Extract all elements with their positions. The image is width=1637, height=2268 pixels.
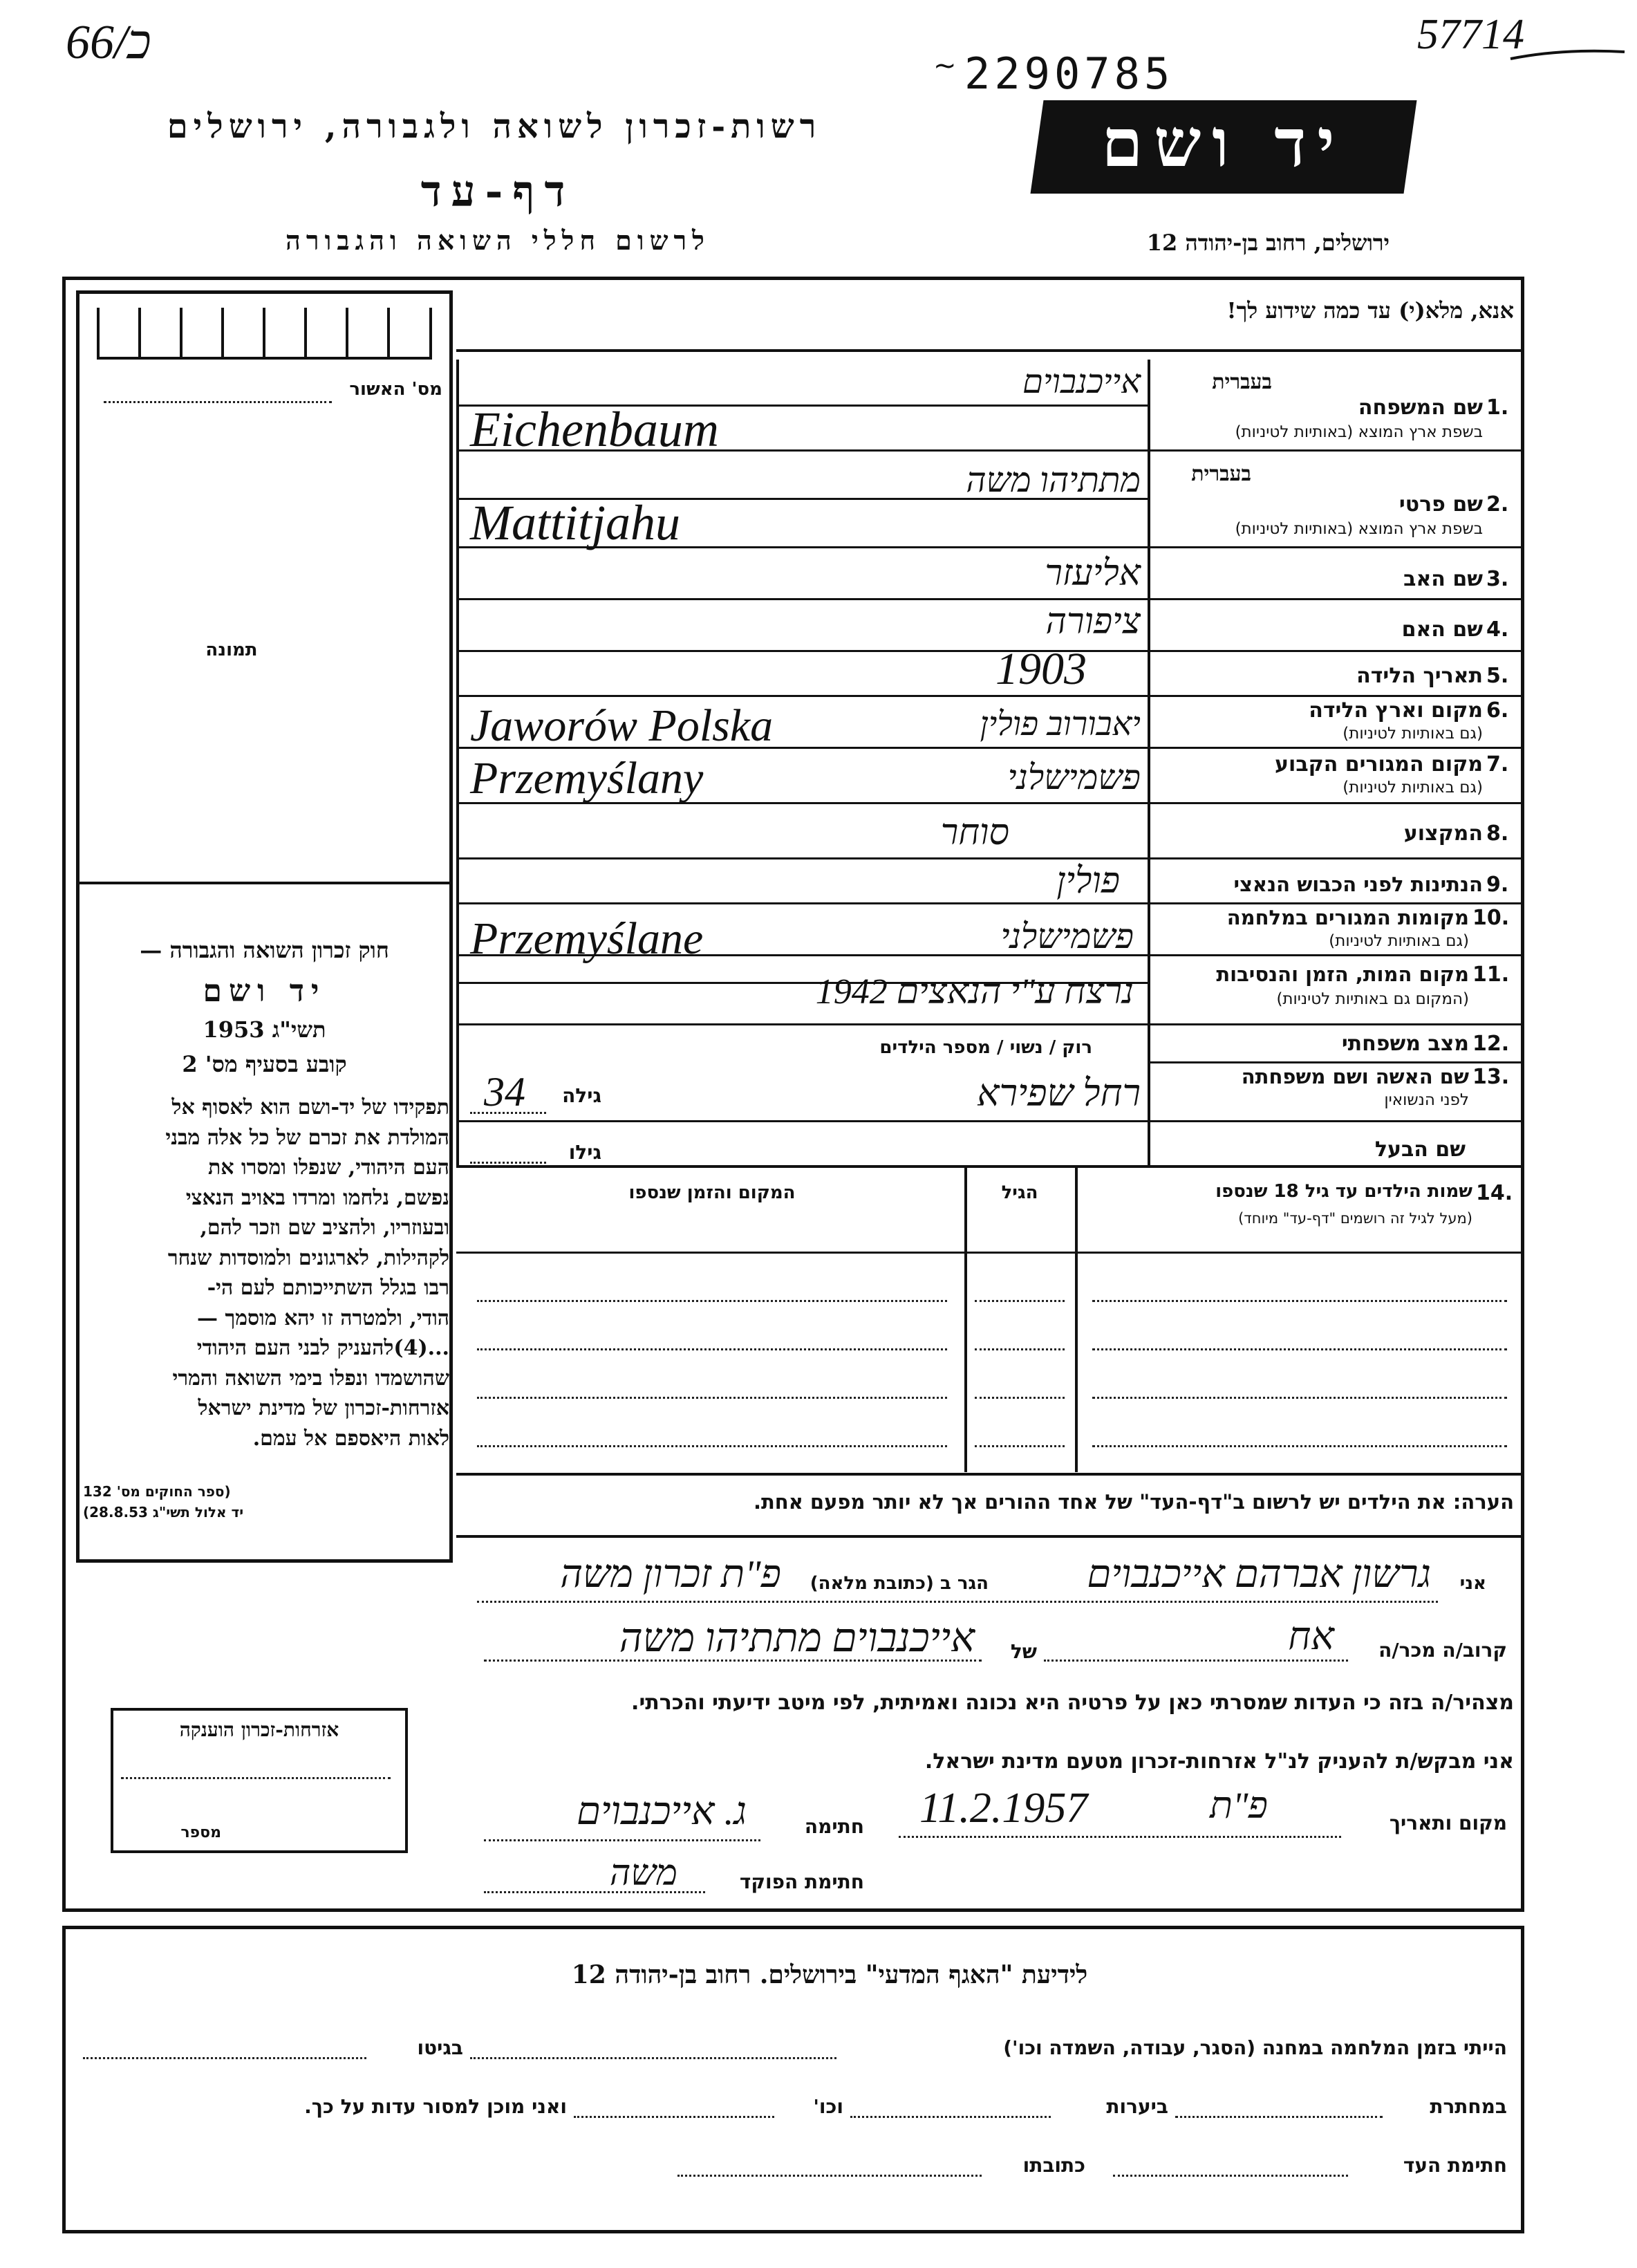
field-number: 1. — [1486, 396, 1509, 420]
field-number: 13. — [1472, 1065, 1510, 1089]
children-col-place: המקום והזמן שנספו — [628, 1182, 796, 1203]
children-row-line — [1092, 1445, 1507, 1447]
value-line — [456, 1120, 1148, 1122]
in-hebrew-label-1: בעברית — [1212, 370, 1272, 394]
date-value: 11.2.1957 — [919, 1785, 1088, 1832]
relation-label: קרוב/ה מכר/ה — [1378, 1639, 1507, 1662]
field-sublabel: (המקום גם באותיות לטיניות) — [1276, 990, 1469, 1008]
approval-number-label: מס' האשור — [349, 379, 442, 400]
children-row-line — [477, 1300, 947, 1302]
field-label-profession: המקצוע — [1403, 821, 1483, 846]
in-hebrew-label-2: בעברית — [1191, 462, 1251, 486]
value-line — [456, 857, 1148, 859]
bottom-testimony-text: ואני מוכן למסור עדות על כך. — [304, 2095, 567, 2118]
children-col-names: שמות הילדים עד גיל 18 שנספו — [1215, 1181, 1472, 1202]
logo-text: יד ושם — [1101, 104, 1346, 182]
wife-age-line — [470, 1112, 546, 1114]
value-first-name-hebrew: מתתיהו משה — [966, 461, 1141, 499]
bottom-underground-label: במחתרת — [1430, 2095, 1507, 2118]
declarant-name: גרשון אברהם אייכנבוים — [1087, 1553, 1431, 1596]
top-right-pen-stroke — [1507, 21, 1631, 76]
field-label-residence: מקום המגורים הקבוע — [1275, 752, 1483, 777]
row-divider — [1148, 1061, 1524, 1063]
value-death-place: נרצח ע"י הנאצים 1942 — [815, 972, 1134, 1012]
law-line: ובעוזריו, ולהציב שם וזכר להם, — [200, 1216, 449, 1240]
photo-label: תמונה — [205, 640, 258, 660]
serial-dash: ~ — [933, 50, 957, 82]
value-birth-place-latin: Jaworów Polska — [470, 700, 774, 751]
bottom-forests-label: ביערות — [1106, 2095, 1168, 2118]
law-line: רבו בגלל השתייכותם לעם הי- — [207, 1276, 449, 1300]
form-intro: אנא, מלא(י) עד כמה שידוע לך! — [1226, 297, 1514, 324]
top-left-archive-mark: 66/כ — [66, 16, 151, 69]
field-label-marital-status: מצב משפחתי — [1341, 1032, 1469, 1056]
field-number: 7. — [1486, 752, 1509, 777]
children-row-line — [975, 1348, 1065, 1350]
field-label-mother: שם האם — [1401, 617, 1483, 642]
field-sublabel: (גם באותיות לטיניות) — [1343, 779, 1483, 797]
value-wartime-residence-latin: Przemyślane — [470, 913, 704, 964]
form-title: דף-עד — [420, 166, 575, 216]
law-line: תפקידו של יד-ושם הוא לאסוף אל — [171, 1095, 449, 1119]
row-divider — [1148, 449, 1524, 452]
declarant-i-label: אני — [1459, 1573, 1486, 1594]
children-col-divider-2 — [964, 1168, 967, 1472]
row-divider — [1148, 747, 1524, 749]
children-field-number: 14. — [1476, 1181, 1513, 1205]
value-line — [456, 598, 1148, 600]
bottom-forests-line — [850, 2116, 1051, 2118]
declarant-address: פ"ת זכרון משה — [560, 1553, 781, 1596]
value-birth-date: 1903 — [995, 644, 1087, 694]
row-divider — [1148, 902, 1524, 904]
field-label-death-place: מקום המות, הזמן והנסיבות — [1216, 963, 1469, 986]
row-divider — [1148, 546, 1524, 548]
children-note: הערה: את הילדים יש לרשום ב"דף-העד" של אחד ההורים אך לא יותר מפעם אחת. — [753, 1490, 1514, 1514]
field-label-wife: שם האשה ושם משפחתה — [1241, 1065, 1469, 1088]
law-name: יד ושם — [203, 974, 326, 1009]
field-sublabel: בשפת ארץ המוצא (באותיות לטיניות) — [1235, 423, 1483, 441]
signature: ג. אייכנבוים — [577, 1790, 747, 1833]
value-first-name-latin: Mattitjahu — [470, 495, 680, 550]
value-profession: סוחר — [940, 813, 1009, 853]
children-row-line — [1092, 1397, 1507, 1399]
row-divider — [1148, 650, 1524, 652]
children-table-top — [456, 1165, 1524, 1168]
row-divider — [1148, 802, 1524, 804]
approval-number-line — [104, 401, 332, 403]
row-divider — [1148, 954, 1524, 956]
law-reference-1: (ספר החוקים מס' 132 — [83, 1483, 231, 1500]
row-divider — [1148, 598, 1524, 600]
place-date-label: מקום ותאריך — [1389, 1812, 1507, 1834]
field-sublabel: (גם באותיות לטיניות) — [1329, 932, 1469, 950]
value-surname-latin: Eichenbaum — [470, 402, 719, 457]
field-label-surname: שם המשפחה — [1358, 396, 1483, 420]
row-divider — [1148, 857, 1524, 859]
bottom-camp-line — [470, 2057, 836, 2059]
field-number: 4. — [1486, 617, 1509, 642]
value-wife-name: רחל שפירא — [977, 1072, 1141, 1114]
field-label-birth-date: תאריך הלידה — [1356, 664, 1483, 688]
signature-line — [484, 1839, 760, 1841]
children-row-line — [477, 1348, 947, 1350]
signature-label: חתימה — [804, 1815, 864, 1838]
row-divider — [1148, 1120, 1524, 1122]
bottom-underground-line — [1175, 2116, 1383, 2118]
value-column-left-border — [456, 360, 459, 1165]
children-row-line — [975, 1445, 1065, 1447]
value-mother: ציפורה — [1045, 602, 1141, 642]
citizenship-box-title: אזרחות-זכרון הוענקה — [179, 1718, 339, 1741]
wife-age-label: גילה — [562, 1084, 601, 1107]
approval-number-boxes — [97, 308, 432, 360]
law-line: אזרחות-זכרון של מדינת ישראל — [198, 1396, 449, 1420]
bottom-address-line — [677, 2175, 982, 2177]
field-number: 9. — [1486, 873, 1509, 897]
authority-name: רשות-זכרון לשואה ולגבורה, ירושלים — [167, 107, 822, 146]
intro-line — [456, 349, 1524, 352]
field-sublabel: (גם באותיות לטיניות) — [1343, 725, 1483, 743]
field-number: 12. — [1472, 1032, 1510, 1056]
field-sublabel: בשפת ארץ המוצא (באותיות לטיניות) — [1235, 520, 1483, 538]
field-number: 3. — [1486, 567, 1509, 591]
field-number: 2. — [1486, 492, 1509, 517]
value-birth-place-hebrew: יאבורוב פולין — [980, 706, 1141, 743]
field-label-nationality: הנתינות לפני הכבוש הנאצי — [1233, 873, 1483, 896]
children-col-age: הגיל — [1001, 1182, 1038, 1203]
law-line: לאות היאספם אל עמם. — [252, 1426, 449, 1451]
citizenship-box-line — [121, 1777, 391, 1779]
children-row-line — [477, 1397, 947, 1399]
row-divider — [1148, 695, 1524, 697]
declarant-address-label: הגר ב (כתובת מלאה) — [810, 1573, 989, 1594]
law-line: ...(4)להעניק לבני העם היהודי — [196, 1336, 449, 1360]
bottom-ghetto-line — [83, 2057, 366, 2059]
law-reference-2: יד אלול תשי"ג 28.8.53) — [83, 1504, 244, 1521]
children-row-line — [975, 1397, 1065, 1399]
children-table-bottom — [456, 1473, 1524, 1476]
declarant-line-1 — [477, 1601, 1438, 1603]
serial-number: 2290785 — [964, 48, 1175, 99]
law-line: העם היהודי, שנפלו ומסרו את — [207, 1155, 449, 1180]
label-column-border — [1148, 360, 1150, 1165]
bottom-witness-signature-line — [1113, 2175, 1348, 2177]
law-title: חוק זכרון השואה והגבורה — — [140, 937, 389, 963]
bottom-etc-line — [574, 2116, 774, 2118]
field-label-birth-place: מקום וארץ הלידה — [1309, 698, 1483, 723]
bottom-witness-signature-label: חתימת העד — [1403, 2154, 1507, 2177]
law-line: המולדת את זכרם של כל אלה מבני — [165, 1125, 449, 1150]
place-value: פ"ת — [1210, 1785, 1268, 1826]
relation-value: אח — [1288, 1615, 1334, 1658]
husband-age-label: גילו — [568, 1141, 601, 1164]
value-nationality: פולין — [1056, 862, 1120, 901]
bottom-camp-text: הייתי בזמן המלחמה במחנה (הסגר, עבודה, השמדה וכו') — [1003, 2036, 1507, 2059]
bottom-etc-label: וכו' — [813, 2095, 843, 2118]
officer-signature: משה — [609, 1854, 677, 1893]
field-number: 10. — [1472, 906, 1510, 930]
value-wartime-residence-hebrew: פשמישלני — [1000, 917, 1134, 956]
relative-name: אייכנבוים מתתיהו משה — [619, 1615, 975, 1660]
note-bottom-line — [456, 1535, 1524, 1538]
value-line — [456, 1023, 1148, 1025]
children-row-line — [1092, 1348, 1507, 1350]
law-line: שהושמדו ונפלו בימי השואה והמרי — [172, 1366, 449, 1391]
value-residence-latin: Przemyślany — [470, 753, 704, 803]
field-number: 11. — [1472, 963, 1510, 987]
place-date-line — [899, 1836, 1341, 1838]
law-year: תשי"ג 1953 — [203, 1016, 326, 1043]
value-line — [456, 902, 1148, 904]
children-row-line — [477, 1445, 947, 1447]
value-wife-age: 34 — [484, 1069, 525, 1115]
children-header-line — [456, 1252, 1524, 1254]
citizenship-number-label: מספר — [180, 1824, 221, 1841]
field-label-wartime-residence: מקומות המגורים במלחמה — [1226, 906, 1469, 929]
law-text — [86, 1093, 449, 1453]
children-col-names-sub: (מעל לגיל זה רושמים "דף-עד" מיוחד) — [1238, 1210, 1472, 1227]
field-label-first-name: שם פרטי — [1399, 492, 1483, 517]
address: ירושלים, רחוב בן-יהודה 12 — [1146, 230, 1390, 256]
row-divider — [1148, 1023, 1524, 1025]
relation-line — [1044, 1660, 1348, 1662]
law-line: נפשם, נלחמו ומרדו באויב הנאצי — [185, 1185, 449, 1210]
children-row-line — [1092, 1300, 1507, 1302]
children-row-line — [975, 1300, 1065, 1302]
law-section: קובע בסעיף מס' 2 — [182, 1051, 347, 1077]
citizenship-request: אני מבקש/ת להעניק לנ"ל אזרחות-זכרון מטעם מדינת ישראל. — [924, 1749, 1514, 1774]
declaration-statement: מצהיר/ה בזה כי העדות שמסרתי כאן על פרטיה היא נכונה ואמיתית, לפי מיטב ידיעתי והכרתי. — [631, 1691, 1514, 1715]
top-right-archive-mark: 57714 — [1417, 11, 1524, 58]
field-sublabel: לפני הנשואין — [1384, 1091, 1469, 1109]
bottom-address-label: כתובתו — [1022, 2154, 1085, 2177]
law-line: לקהילות, לארגונים ולמוסדות שנחר — [167, 1245, 449, 1270]
bottom-ghetto-label: בגיטו — [417, 2036, 463, 2059]
officer-signature-label: חתימת הפוקד — [739, 1870, 864, 1893]
value-residence-hebrew: פשמישלני — [1007, 758, 1141, 797]
field-number: 6. — [1486, 698, 1509, 723]
of-label: של — [1010, 1640, 1037, 1663]
children-col-divider-1 — [1075, 1168, 1078, 1472]
field-label-father: שם האב — [1403, 567, 1483, 591]
value-father: אליעזר — [1045, 554, 1141, 593]
photo-area-divider — [76, 882, 453, 884]
form-subtitle: לרשום חללי השואה והגבורה — [286, 225, 710, 256]
husband-age-line — [470, 1162, 546, 1164]
field-label-husband: שם הבעל — [1374, 1137, 1466, 1162]
value-surname-hebrew: אייכנבוים — [1022, 364, 1141, 400]
bottom-title: לידיעת "האגף המדעי" בירושלים. רחוב בן-יהודה 12 — [571, 1960, 1088, 1989]
field-number: 8. — [1486, 821, 1509, 846]
field-number: 5. — [1486, 664, 1509, 688]
law-line: הודי, ולמטרה זו יהא מוסמך — — [197, 1305, 449, 1330]
value-marital-status-options: רוק / נשוי / מספר הילדים — [879, 1037, 1092, 1058]
